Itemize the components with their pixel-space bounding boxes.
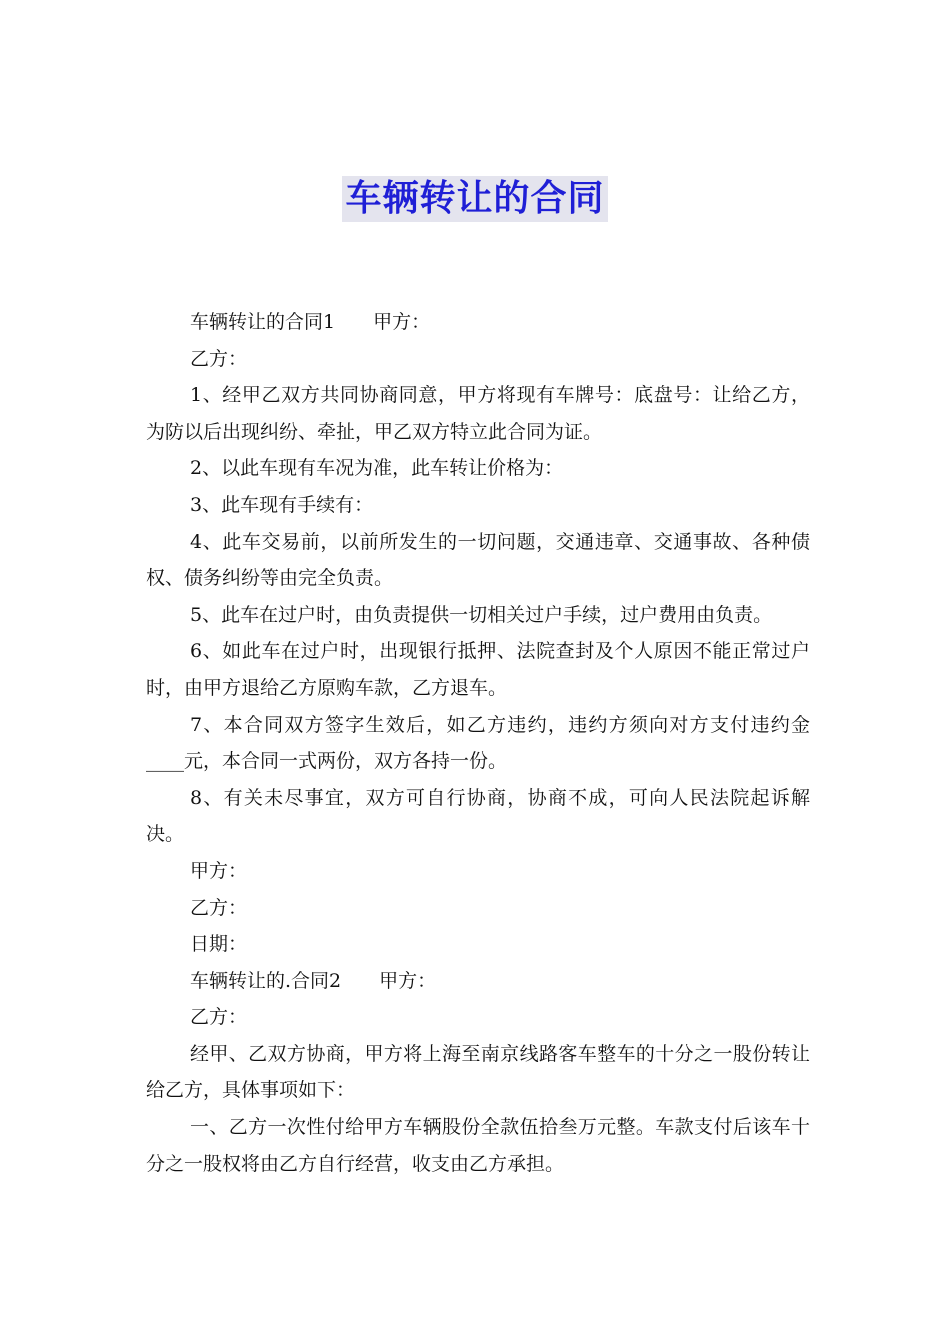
paragraph-14: 车辆转让的.合同2 甲方： [190, 969, 437, 992]
paragraph-17: 一、乙方一次性付给甲方车辆股份全款伍拾叁万元整。车款支付后该车十分之一股权将由乙方自行经营，收支由乙方承担。 [146, 1116, 810, 1175]
paragraph-2: 乙方： [190, 347, 248, 370]
document-title: 车辆转让的合同 [342, 176, 607, 222]
paragraph-13: 日期： [190, 933, 248, 956]
paragraph-9: 7、本合同双方签字生效后，如乙方违约，违约方须向对方支付违约金____元，本合同一式两份，双方各持一份。 [146, 713, 810, 773]
paragraph-11: 甲方： [190, 859, 248, 882]
paragraph-12: 乙方： [190, 896, 248, 919]
paragraph-7: 5、此车在过户时，由负责提供一切相关过户手续，过户费用由负责。 [190, 603, 773, 626]
paragraph-6: 4、此车交易前，以前所发生的一切问题，交通违章、交通事故、各种债权、债务纠纷等由完全负责。 [146, 530, 810, 590]
document-body [146, 304, 810, 1182]
paragraph-5: 3、此车现有手续有： [190, 493, 374, 516]
paragraph-15: 乙方： [190, 1006, 248, 1029]
title-container [0, 176, 950, 222]
paragraph-10: 8、有关未尽事宜，双方可自行协商，协商不成，可向人民法院起诉解决。 [146, 786, 810, 846]
paragraph-1: 车辆转让的合同1 甲方： [190, 311, 431, 333]
paragraph-8: 6、如此车在过户时，出现银行抵押、法院查封及个人原因不能正常过户时，由甲方退给乙方原购车款，乙方退车。 [146, 640, 810, 699]
paragraph-16: 经甲、乙双方协商，甲方将上海至南京线路客车整车的十分之一股份转让给乙方，具体事项如下： [146, 1042, 810, 1102]
paragraph-3: 1、经甲乙双方共同协商同意，甲方将现有车牌号：底盘号：让给乙方，为防以后出现纠纷、牵扯，甲乙双方特立此合同为证。 [146, 384, 810, 443]
paragraph-4: 2、以此车现有车况为准，此车转让价格为： [190, 457, 564, 480]
